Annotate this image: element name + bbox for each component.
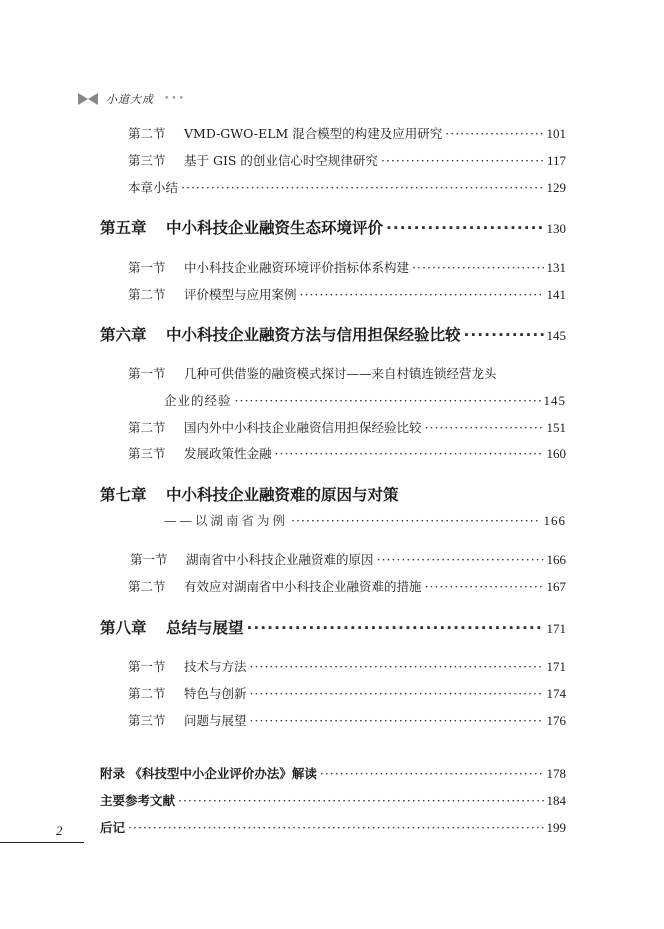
chapter-page: 130 <box>546 221 566 236</box>
dot-leader <box>464 326 544 344</box>
chapter-title: 中小科技企业融资生态环境评价 <box>166 219 384 237</box>
dot-leader <box>250 659 544 674</box>
entry-page: 167 <box>546 579 566 594</box>
toc-chapter[interactable] <box>100 483 566 505</box>
entry-number: 第三节 <box>128 154 166 168</box>
entry-number: 第一节 <box>128 660 166 674</box>
entry-title: 国内外中小科技企业融资信用担保经验比较 <box>184 420 422 435</box>
entry-title: 特色与创新 <box>184 686 247 701</box>
dot-leader <box>300 287 544 302</box>
toc-entry[interactable] <box>128 657 566 675</box>
entry-title: 有效应对湖南省中小科技企业融资难的措施 <box>184 579 422 594</box>
dot-leader <box>250 686 544 701</box>
entry-title: 企业的经验 <box>164 393 232 408</box>
toc-entry[interactable] <box>128 151 566 169</box>
afterword-title: 后记 <box>100 820 126 835</box>
chapter-page: 171 <box>546 621 566 636</box>
entry-page: 131 <box>546 260 566 275</box>
dot-leader <box>181 180 543 195</box>
entry-number: 第一节 <box>128 367 166 381</box>
entry-page: 184 <box>546 793 566 808</box>
toc-entry[interactable] <box>128 444 566 462</box>
toc-entry[interactable] <box>128 711 566 729</box>
toc-appendix[interactable] <box>100 764 566 782</box>
bowtie-ornament-icon <box>78 93 98 105</box>
toc-entry[interactable] <box>128 418 566 436</box>
dot-leader <box>386 219 543 237</box>
references-title: 主要参考文献 <box>100 793 176 808</box>
toc-chapter[interactable] <box>100 323 566 345</box>
entry-title: 发展政策性金融 <box>184 446 272 461</box>
chapter-number: 第五章 <box>100 220 147 237</box>
chapter-number: 第六章 <box>100 327 147 344</box>
entry-title: 湖南省中小科技企业融资难的原因 <box>186 552 374 567</box>
appendix-title: 附录 《科技型中小企业评价办法》解读 <box>100 766 317 781</box>
dot-leader <box>291 513 540 528</box>
toc-entry[interactable] <box>128 178 566 196</box>
dot-leader <box>425 579 544 594</box>
chapter-page: 145 <box>546 328 566 343</box>
entry-page: 129 <box>546 180 566 195</box>
page-number-rule <box>0 842 84 843</box>
dot-leader <box>425 420 544 435</box>
toc-entry-continued[interactable] <box>164 391 566 409</box>
toc-chapter[interactable] <box>100 216 566 238</box>
entry-page: 178 <box>546 766 566 781</box>
toc-entry[interactable] <box>128 577 566 595</box>
dot-leader <box>320 766 544 781</box>
entry-title: 基于 GIS 的创业信心时空规律研究 <box>184 153 378 168</box>
dot-leader <box>235 393 541 408</box>
toc-entry[interactable] <box>128 258 566 276</box>
entry-title: 几种可供借鉴的融资模式探讨——来自村镇连锁经营龙头 <box>184 366 497 381</box>
toc-references[interactable] <box>100 791 566 809</box>
entry-number: 第三节 <box>128 714 166 728</box>
dot-leader <box>445 126 543 141</box>
entry-title: 技术与方法 <box>184 659 247 674</box>
dot-leader <box>178 793 543 808</box>
chapter-title: 中小科技企业融资难的原因与对策 <box>166 486 399 504</box>
dot-leader <box>412 260 543 275</box>
entry-number: 第二节 <box>128 127 166 141</box>
entry-page: 151 <box>546 420 566 435</box>
entry-title: VMD-GWO-ELM 混合模型的构建及应用研究 <box>184 126 443 141</box>
toc-afterword[interactable] <box>100 818 566 836</box>
dot-leader <box>377 552 544 567</box>
toc-chapter-subtitle[interactable] <box>164 511 566 529</box>
chapter-title: 总结与展望 <box>166 619 244 637</box>
chapter-number: 第八章 <box>100 620 147 637</box>
entry-title: 中小科技企业融资环境评价指标体系构建 <box>184 260 410 275</box>
entry-page: 145 <box>543 393 566 408</box>
entry-number: 第一节 <box>130 553 168 567</box>
header-title: 小道大成 <box>106 93 154 106</box>
page-number: 2 <box>56 823 63 838</box>
header-dots: ••• <box>164 94 186 104</box>
entry-number: 第二节 <box>128 580 166 594</box>
entry-page: 176 <box>546 713 566 728</box>
chapter-title: 中小科技企业融资方法与信用担保经验比较 <box>166 326 461 344</box>
entry-number: 第一节 <box>128 261 166 275</box>
toc-entry[interactable] <box>128 684 566 702</box>
entry-page: 141 <box>546 287 566 302</box>
running-header <box>78 92 186 106</box>
toc-entry[interactable] <box>128 124 566 142</box>
chapter-number: 第七章 <box>100 487 147 504</box>
entry-page: 171 <box>546 659 566 674</box>
dot-leader <box>250 713 544 728</box>
entry-number: 第二节 <box>128 421 166 435</box>
entry-page: 199 <box>546 820 566 835</box>
entry-number: 第二节 <box>128 288 166 302</box>
entry-page: 174 <box>546 686 566 701</box>
entry-number: 第三节 <box>128 447 166 461</box>
entry-page: 117 <box>546 153 566 168</box>
dot-leader <box>128 820 543 835</box>
toc-entry[interactable] <box>130 550 566 568</box>
toc-entry[interactable] <box>128 285 566 303</box>
entry-page: 166 <box>546 552 566 567</box>
entry-page: 160 <box>546 446 566 461</box>
dot-leader <box>247 619 544 637</box>
entry-page: 101 <box>546 126 566 141</box>
toc-chapter[interactable] <box>100 616 566 638</box>
dot-leader <box>275 446 544 461</box>
entry-number: 第二节 <box>128 687 166 701</box>
dot-leader <box>381 153 544 168</box>
entry-title: 评价模型与应用案例 <box>184 287 297 302</box>
entry-title: 本章小结 <box>128 180 179 195</box>
chapter-page: 166 <box>543 513 566 528</box>
toc-entry[interactable] <box>128 364 566 382</box>
entry-title: 问题与展望 <box>184 713 247 728</box>
chapter-subtitle: ——以湖南省为例 <box>164 513 289 528</box>
